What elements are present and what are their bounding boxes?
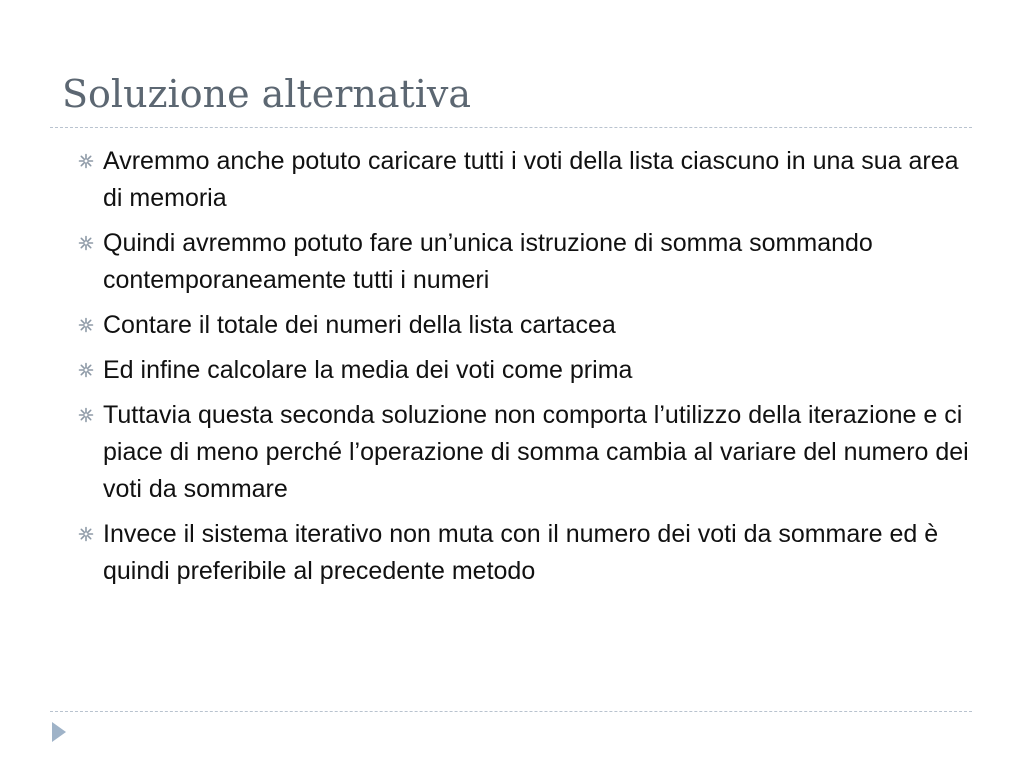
bullet-text: Invece il sistema iterativo non muta con il numero dei voti da sommare ed è quindi preferibile al precedente metodo [103,520,939,585]
flower-bullet-icon [78,153,94,169]
bullet-item [78,225,978,299]
bullet-list [78,143,978,598]
bullet-text: Avremmo anche potuto caricare tutti i voti della lista ciascuno in una sua area di memoria [103,147,959,212]
bullet-item [78,143,978,217]
slide-title: Soluzione alternativa [62,72,472,116]
flower-bullet-icon [78,526,94,542]
title-divider [50,127,972,128]
bullet-item [78,397,978,508]
next-slide-arrow-icon[interactable] [51,721,67,743]
bullet-item [78,352,978,389]
bullet-text: Contare il totale dei numeri della lista cartacea [103,311,616,339]
flower-bullet-icon [78,362,94,378]
bullet-text: Ed infine calcolare la media dei voti come prima [103,356,633,384]
bullet-text: Quindi avremmo potuto fare un’unica istruzione di somma sommando contemporaneamente tutti i numeri [103,229,873,294]
flower-bullet-icon [78,235,94,251]
flower-bullet-icon [78,317,94,333]
bullet-item [78,516,978,590]
bullet-item [78,307,978,344]
bullet-text: Tuttavia questa seconda soluzione non comporta l’utilizzo della iterazione e ci piace di meno perché l’operazione di somma cambia al variare del numero dei voti da sommare [103,401,969,503]
footer-divider [50,711,972,712]
flower-bullet-icon [78,407,94,423]
